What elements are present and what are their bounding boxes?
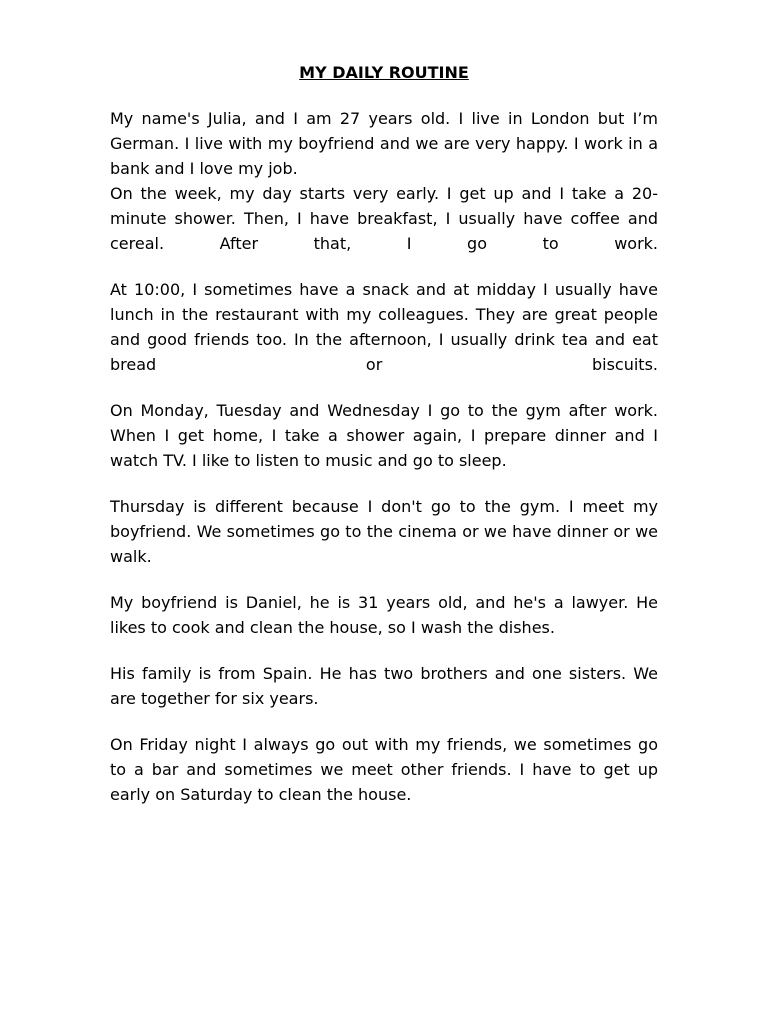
paragraph-boyfriend: My boyfriend is Daniel, he is 31 years old, and he's a lawyer. He likes to cook and clean the house, so I wash the dishes.	[110, 593, 658, 637]
paragraph-midday: At 10:00, I sometimes have a snack and at midday I usually have lunch in the restaurant with my colleagues. They are great people and good friends too. In the afternoon, I usually drink tea and eat bread or biscuits.	[110, 280, 658, 374]
paragraph-intro: My name's Julia, and I am 27 years old. I live in London but I’m German. I live with my boyfriend and we are very happy. I work in a bank and I love my job.	[110, 109, 658, 178]
paragraph-friday: On Friday night I always go out with my friends, we sometimes go to a bar and sometimes we meet other friends. I have to get up early on Saturday to clean the house.	[110, 735, 658, 804]
paragraph-morning: On the week, my day starts very early. I get up and I take a 20-minute shower. Then, I have breakfast, I usually have coffee and cereal. After that, I go to work.	[110, 184, 658, 253]
paragraph-gym: On Monday, Tuesday and Wednesday I go to the gym after work. When I get home, I take a shower again, I prepare dinner and I watch TV. I like to listen to music and go to sleep.	[110, 401, 658, 470]
document-page	[110, 60, 658, 807]
paragraph-thursday: Thursday is different because I don't go to the gym. I meet my boyfriend. We sometimes go to the cinema or we have dinner or we walk.	[110, 497, 658, 566]
document-title: MY DAILY ROUTINE	[299, 63, 469, 82]
paragraph-family: His family is from Spain. He has two brothers and one sisters. We are together for six years.	[110, 664, 658, 708]
